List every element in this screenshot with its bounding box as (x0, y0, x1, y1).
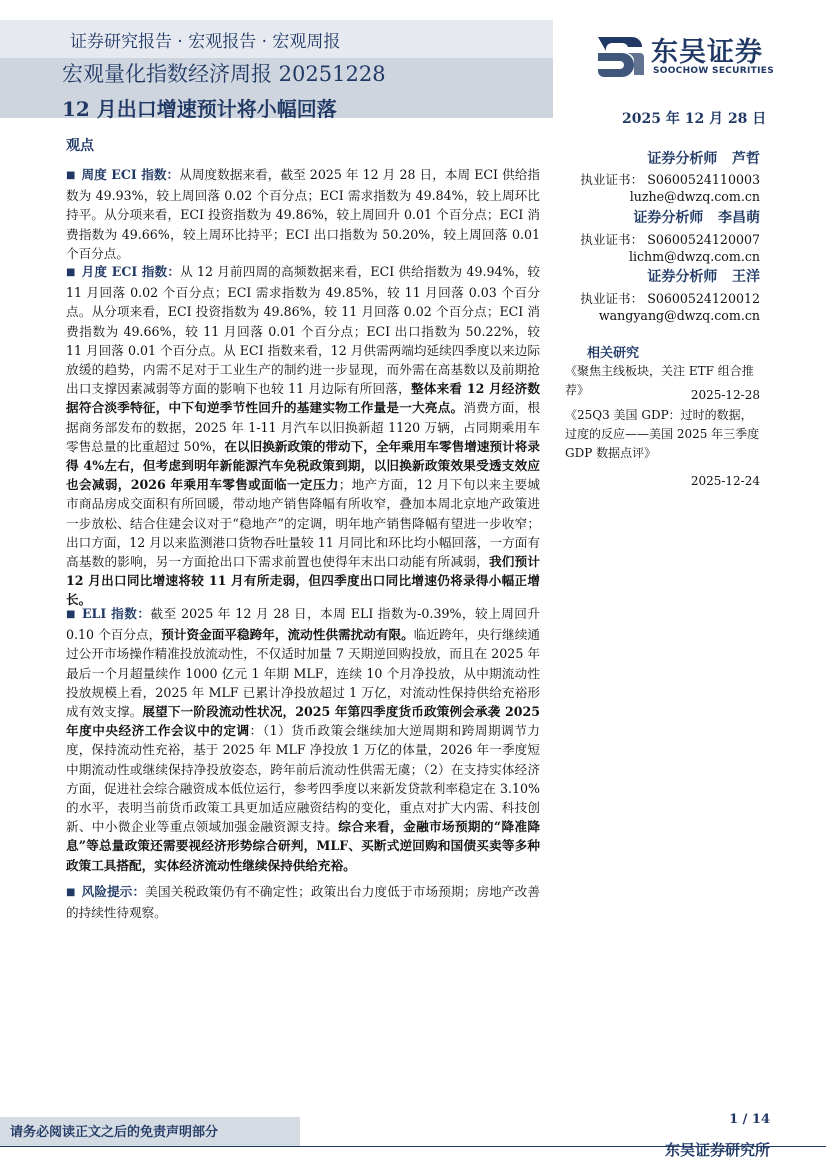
paragraph-body: 截至 2025 年 12 月 28 日，本周 ELI 指数为-0.39%，较上周回升 0.10 个百分点， (66, 606, 540, 643)
square-bullet-icon: ■ (66, 609, 76, 620)
footer-institute: 东吴证券研究所 (664, 1141, 770, 1159)
paragraph-body: 从周度数据来看，截至 2025 年 12 月 28 日，本周 ECI 供给指数为 49.93%，较上周回落 0.02 个百分点；ECI 需求指数为 49.84%，较上周环比持平。从分项来看，ECI 投资指数为 49.86%，较上周回升 0.01 个百分点；ECI 消费指数为 49.66%，较上周环比持平；ECI 出口指数为 50.20%，较上周回落 0.01 个百分点。 (66, 167, 540, 261)
paragraph-emphasis: 在以旧换新政策的带动下，全年乘用车零售增速预计将录得 4%左右，但考虑到明年新能源汽车免税政策到期，以旧换新政策效果受透支效应也会减弱，2026 年乘用车零售或面临一定压力 (66, 438, 541, 493)
paragraph-risk (66, 882, 540, 922)
report-title: 宏观量化指数经济周报 20251228 (62, 62, 386, 86)
related-item-2-title[interactable]: 《25Q3 美国 GDP：过时的数据，过度的反应——美国 2025 年三季度 GDP 数据点评》 (565, 408, 760, 460)
square-bullet-icon: ■ (66, 267, 76, 278)
analyst-1-cert: 执业证书： S0600524110003 (580, 172, 760, 187)
paragraph-emphasis: 展望下一阶段流动性状况，2025 年第四季度货币政策例会承袭 2025 年度中央经济工作会议中的定调 (66, 704, 540, 739)
analyst-1-title: 证券分析师 芦哲 (647, 151, 760, 167)
analyst-2-cert: 执业证书： S0600524120007 (580, 232, 760, 247)
paragraph-body: 从 12 月前四周的高频数据来看，ECI 供给指数为 49.94%，较 11 月回落 0.02 个百分点；ECI 需求指数为 49.85%，较 11 月回落 0.03 个百分点。从分项来看，ECI 投资指数为 49.86%，较 11 月回落 0.02 个百分点；ECI 消费指数为 49.66%，较 11 月回落 0.01 个百分点；ECI 出口指数为 50.22%，较 11 月回落 0.01 个百分点。从 ECI 指数来看，12 月供需两端均延续四季度以来边际放缓的趋势，内需不足对于工业生产的制约进一步显现，而外需在高基数以及前期抢出口支撑因素减弱等方面的影响下也较 11 月边际有所回落， (66, 264, 540, 397)
logo-text-en: SOOCHOW SECURITIES (653, 66, 774, 76)
paragraph-emphasis: 整体来看 12 月经济数据符合淡季特征，中下旬逆季节性回升的基建实物工作量是一大亮点。 (66, 381, 540, 416)
paragraph-lead: 月度 ECI 指数： (81, 264, 181, 279)
page-title: 12 月出口增速预计将小幅回落 (62, 97, 337, 121)
analyst-1-email[interactable]: luzhe@dwzq.com.cn (629, 189, 760, 204)
paragraph-emphasis: 综合来看，金融市场预期的“降准降息”等总量政策还需要视经济形势综合研判，MLF、买断式逆回购和国债买卖等多种政策工具搭配，实体经济流动性继续保持供给充裕。 (66, 819, 541, 873)
square-bullet-icon: ■ (66, 170, 76, 181)
paragraph-eli (66, 604, 540, 875)
report-date: 2025 年 12 月 28 日 (622, 111, 767, 127)
logo-text-cn: 东吴证券 (651, 37, 763, 68)
paragraph-body: 消费方面，根据商务部发布的数据，2025 年 1-11 月汽车以旧换新超 1120 万辆，占同期乘用车零售总量的比重超过 50%， (66, 400, 541, 454)
related-item-2-date: 2025-12-24 (690, 474, 760, 488)
paragraph-body: ；地产方面，12 月下旬以来主要城市商品房成交面积有所回暖，带动地产销售降幅有所收窄，叠加本周北京地产政策进一步放松、结合住建会议对于“稳地产”的定调，明年地产销售降幅有望进一步收窄；出口方面，12 月以来监测港口货物吞吐量较 11 月同比和环比均小幅回落，一方面有高基数的影响，另一方面抢出口下需求前置也使得年末出口动能有所减弱， (66, 477, 540, 570)
paragraph-emphasis: 我们预计 12 月出口同比增速将较 11 月有所走弱，但四季度出口同比增速仍将录得小幅正增长。 (66, 554, 541, 608)
square-bullet-icon: ■ (66, 887, 76, 898)
analyst-3-email[interactable]: wangyang@dwzq.com.cn (598, 308, 760, 323)
paragraph-monthly-eci (66, 262, 540, 610)
analyst-3-title: 证券分析师 王洋 (647, 269, 760, 285)
paragraph-body: ：（1）货币政策会继续加大逆周期和跨周期调节力度，保持流动性充裕，基于 2025 年 MLF 净投放 1 万亿的体量，2026 年一季度短中期流动性或继续保持净投放姿态，跨年前后流动性供需无虞；（2）在支持实体经济方面，促进社会综合融资成本低位运行，参考四季度以来新发贷款利率稳定在 3.10%的水平，表明当前货币政策工具更加适应融资结构的变化，重点对扩大内需、科技创新、中小微企业等重点领域加强金融资源支持。 (66, 723, 541, 835)
section-heading: 观点 (66, 138, 94, 154)
paragraph-lead: ELI 指数： (81, 606, 151, 621)
analyst-3-cert: 执业证书： S0600524120012 (580, 291, 760, 306)
paragraph-body: 美国关税政策仍有不确定性；政策出台力度低于市场预期；房地产改善的持续性待观察。 (66, 884, 540, 921)
page-number: 1 / 14 (729, 1112, 770, 1127)
paragraph-lead: 周度 ECI 指数： (81, 167, 180, 182)
footer-disclaimer: 请务必阅读正文之后的免责声明部分 (10, 1125, 219, 1140)
related-research-heading: 相关研究 (587, 346, 640, 361)
related-item-1-date: 2025-12-28 (690, 388, 760, 402)
paragraph-lead: 风险提示： (81, 884, 146, 899)
paragraph-weekly-eci (66, 165, 540, 263)
paragraph-body: 临近跨年，央行继续通过公开市场操作精准投放流动性，不仅适时加量 7 天期逆回购投放，而且在 2025 年最后一个月超量续作 1000 亿元 1 年期 MLF，连续 10 个月净投放，从中期流动性投放规模上看，2025 年 MLF 已累计净投放超过 1 万亿，对流动性保持供给充裕形成有效支撑。 (66, 627, 541, 720)
analyst-2-title: 证券分析师 李昌萌 (633, 210, 760, 226)
breadcrumb: 证券研究报告 · 宏观报告 · 宏观周报 (70, 32, 341, 52)
related-item-1-title[interactable]: 《聚焦主线板块，关注 ETF 组合推荐》 (565, 364, 754, 397)
paragraph-emphasis: 预计资金面平稳跨年，流动性供需扰动有限。 (161, 627, 414, 643)
analyst-2-email[interactable]: lichm@dwzq.com.cn (628, 249, 760, 264)
